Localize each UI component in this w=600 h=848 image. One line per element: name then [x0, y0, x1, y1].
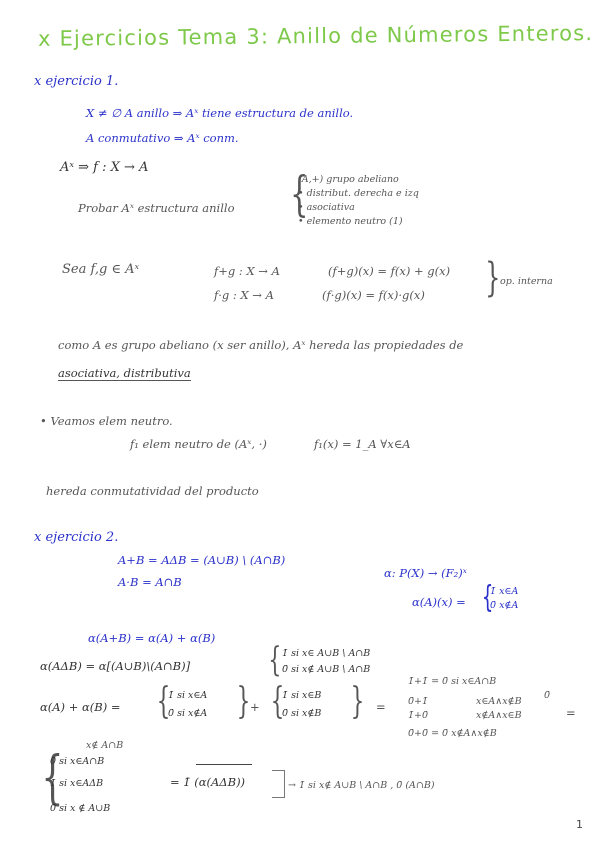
ex2-final-top: x∉ A∩B — [86, 740, 124, 751]
ex2-eq-2-case-2: 0̄ si x∉ A∪B \ A∩B — [282, 664, 371, 675]
ex2-eq-3-left: α(A) + α(B) = — [40, 700, 121, 714]
ex2-final-overline — [196, 764, 252, 765]
ex1-como: como A es grupo abeliano (x ser anillo), Aˣ hereda las propiedades de — [58, 338, 464, 352]
ex2-eq-3-close-b: } — [350, 681, 365, 722]
ex1-props-brace: { — [290, 166, 309, 222]
ex2-eq-3-plus: + — [250, 700, 260, 714]
exercise-2-heading: x ejercicio 2. — [34, 530, 119, 545]
ex2-eq-3-a2: 0̄ si x∉A — [168, 708, 208, 719]
ex2-alpha-map: α: P(X) → (F₂)ˣ — [384, 566, 467, 580]
ex1-prod-rule: (f·g)(x) = f(x)·g(x) — [322, 288, 425, 302]
page-title: x Ejercicios Tema 3: Anillo de Números Enteros. — [37, 21, 594, 51]
ex1-op-interna: op. interna — [500, 276, 553, 287]
exercise-1-heading: x ejercicio 1. — [34, 74, 119, 89]
ex1-hereda: hereda conmutatividad del producto — [46, 484, 259, 498]
ex2-result-5: x∉A∧x∈B — [476, 710, 522, 721]
ex1-statement-2: A conmutativo ⇒ Aˣ conm. — [86, 131, 239, 145]
ex1-function-def: Aˣ ⇒ f : X → A — [60, 160, 149, 175]
ex1-prop-4: • elemento neutro (1) — [298, 216, 403, 227]
ex1-statement-1: X ≠ ∅ A anillo ⇒ Aˣ tiene estructura de anillo. — [86, 106, 354, 120]
ex2-eq-3-b1: 1̄ si x∈B — [282, 690, 322, 701]
ex2-alpha-case-1: 1̄ x∈A — [490, 586, 519, 597]
ex2-alpha-case-2: 0̄ x∉A — [490, 600, 519, 611]
page-number: 1 — [576, 818, 583, 831]
ex1-prop-3: • asociativa — [298, 202, 355, 213]
ex2-result-3: 1̄+0̄ — [408, 710, 429, 721]
ex2-eq-2-case-1: 1̄ si x∈ A∪B \ A∩B — [282, 648, 371, 659]
ex2-result-4: x∈A∧x∉B — [476, 696, 522, 707]
ex1-neutro-head: • Veamos elem neutro. — [40, 414, 173, 428]
ex2-result-1: 1̄+1̄ = 0̄ si x∈A∩B — [408, 676, 497, 687]
ex2-def-prod: A·B = A∩B — [118, 575, 182, 589]
ex2-alpha-def: α(A)(x) = — [412, 595, 466, 609]
ex2-final-bracket — [272, 770, 285, 798]
ex2-final-right: → 1̄ si x∉ A∪B \ A∩B , 0̄ (A∩B) — [288, 780, 435, 791]
ex1-probar: Probar Aˣ estructura anillo — [78, 201, 235, 215]
ex2-final-brace: { — [41, 743, 64, 811]
ex2-eq-2-brace: { — [268, 640, 282, 680]
ex1-op-brace: } — [485, 255, 501, 301]
ex1-sum-def: f+g : X → A — [214, 264, 280, 278]
ex2-eq-3-a1: 1̄ si x∈A — [168, 690, 208, 701]
ex1-prop-2: • distribut. derecha e izq — [298, 188, 419, 199]
ex1-asoc: asociativa, distributiva — [58, 366, 191, 380]
ex2-final-case-2: 1̄ si x∈AΔB — [50, 778, 104, 789]
ex2-result-6: 0̄+0̄ = 0̄ x∉A∧x∉B — [408, 728, 497, 739]
ex1-sum-rule: (f+g)(x) = f(x) + g(x) — [328, 264, 451, 278]
ex2-final-mid: = 1̄ (α(AΔB)) — [170, 775, 246, 789]
ex2-def-sum: A+B = AΔB = (A∪B) \ (A∩B) — [118, 553, 286, 567]
ex1-neutro-right: f₁(x) = 1_A ∀x∈A — [314, 437, 411, 451]
ex1-neutro-left: f₁ elem neutro de (Aˣ, ·) — [130, 437, 267, 451]
ex2-final-case-1: 0̄ si x∈A∩B — [50, 756, 105, 767]
ex1-prod-def: f·g : X → A — [214, 288, 274, 302]
ex2-eq-2: α(AΔB) = α[(A∪B)\(A∩B)] — [40, 659, 191, 673]
ex1-sea: Sea f,g ∈ Aˣ — [62, 262, 140, 277]
ex2-eq-3-brace-b: { — [270, 681, 285, 722]
ex2-result-2: 0̄+1̄ — [408, 696, 429, 707]
ex2-eq-3-close-a: } — [236, 681, 251, 722]
ex2-eq-1: α(A+B) = α(A) + α(B) — [88, 631, 216, 645]
ex2-final-case-3: 0̄ si x ∉ A∪B — [50, 803, 111, 814]
ex2-eq-3-equals: = — [376, 700, 386, 714]
ex2-result-7: 0̄ — [544, 690, 551, 701]
ex1-prop-1: (A,+) grupo abeliano — [298, 174, 399, 185]
ex2-eq-3-b2: 0̄ si x∉B — [282, 708, 322, 719]
ex2-result-equals: = — [566, 706, 576, 720]
ex2-alpha-brace: { — [481, 580, 494, 615]
ex2-eq-3-brace-a: { — [156, 681, 171, 722]
